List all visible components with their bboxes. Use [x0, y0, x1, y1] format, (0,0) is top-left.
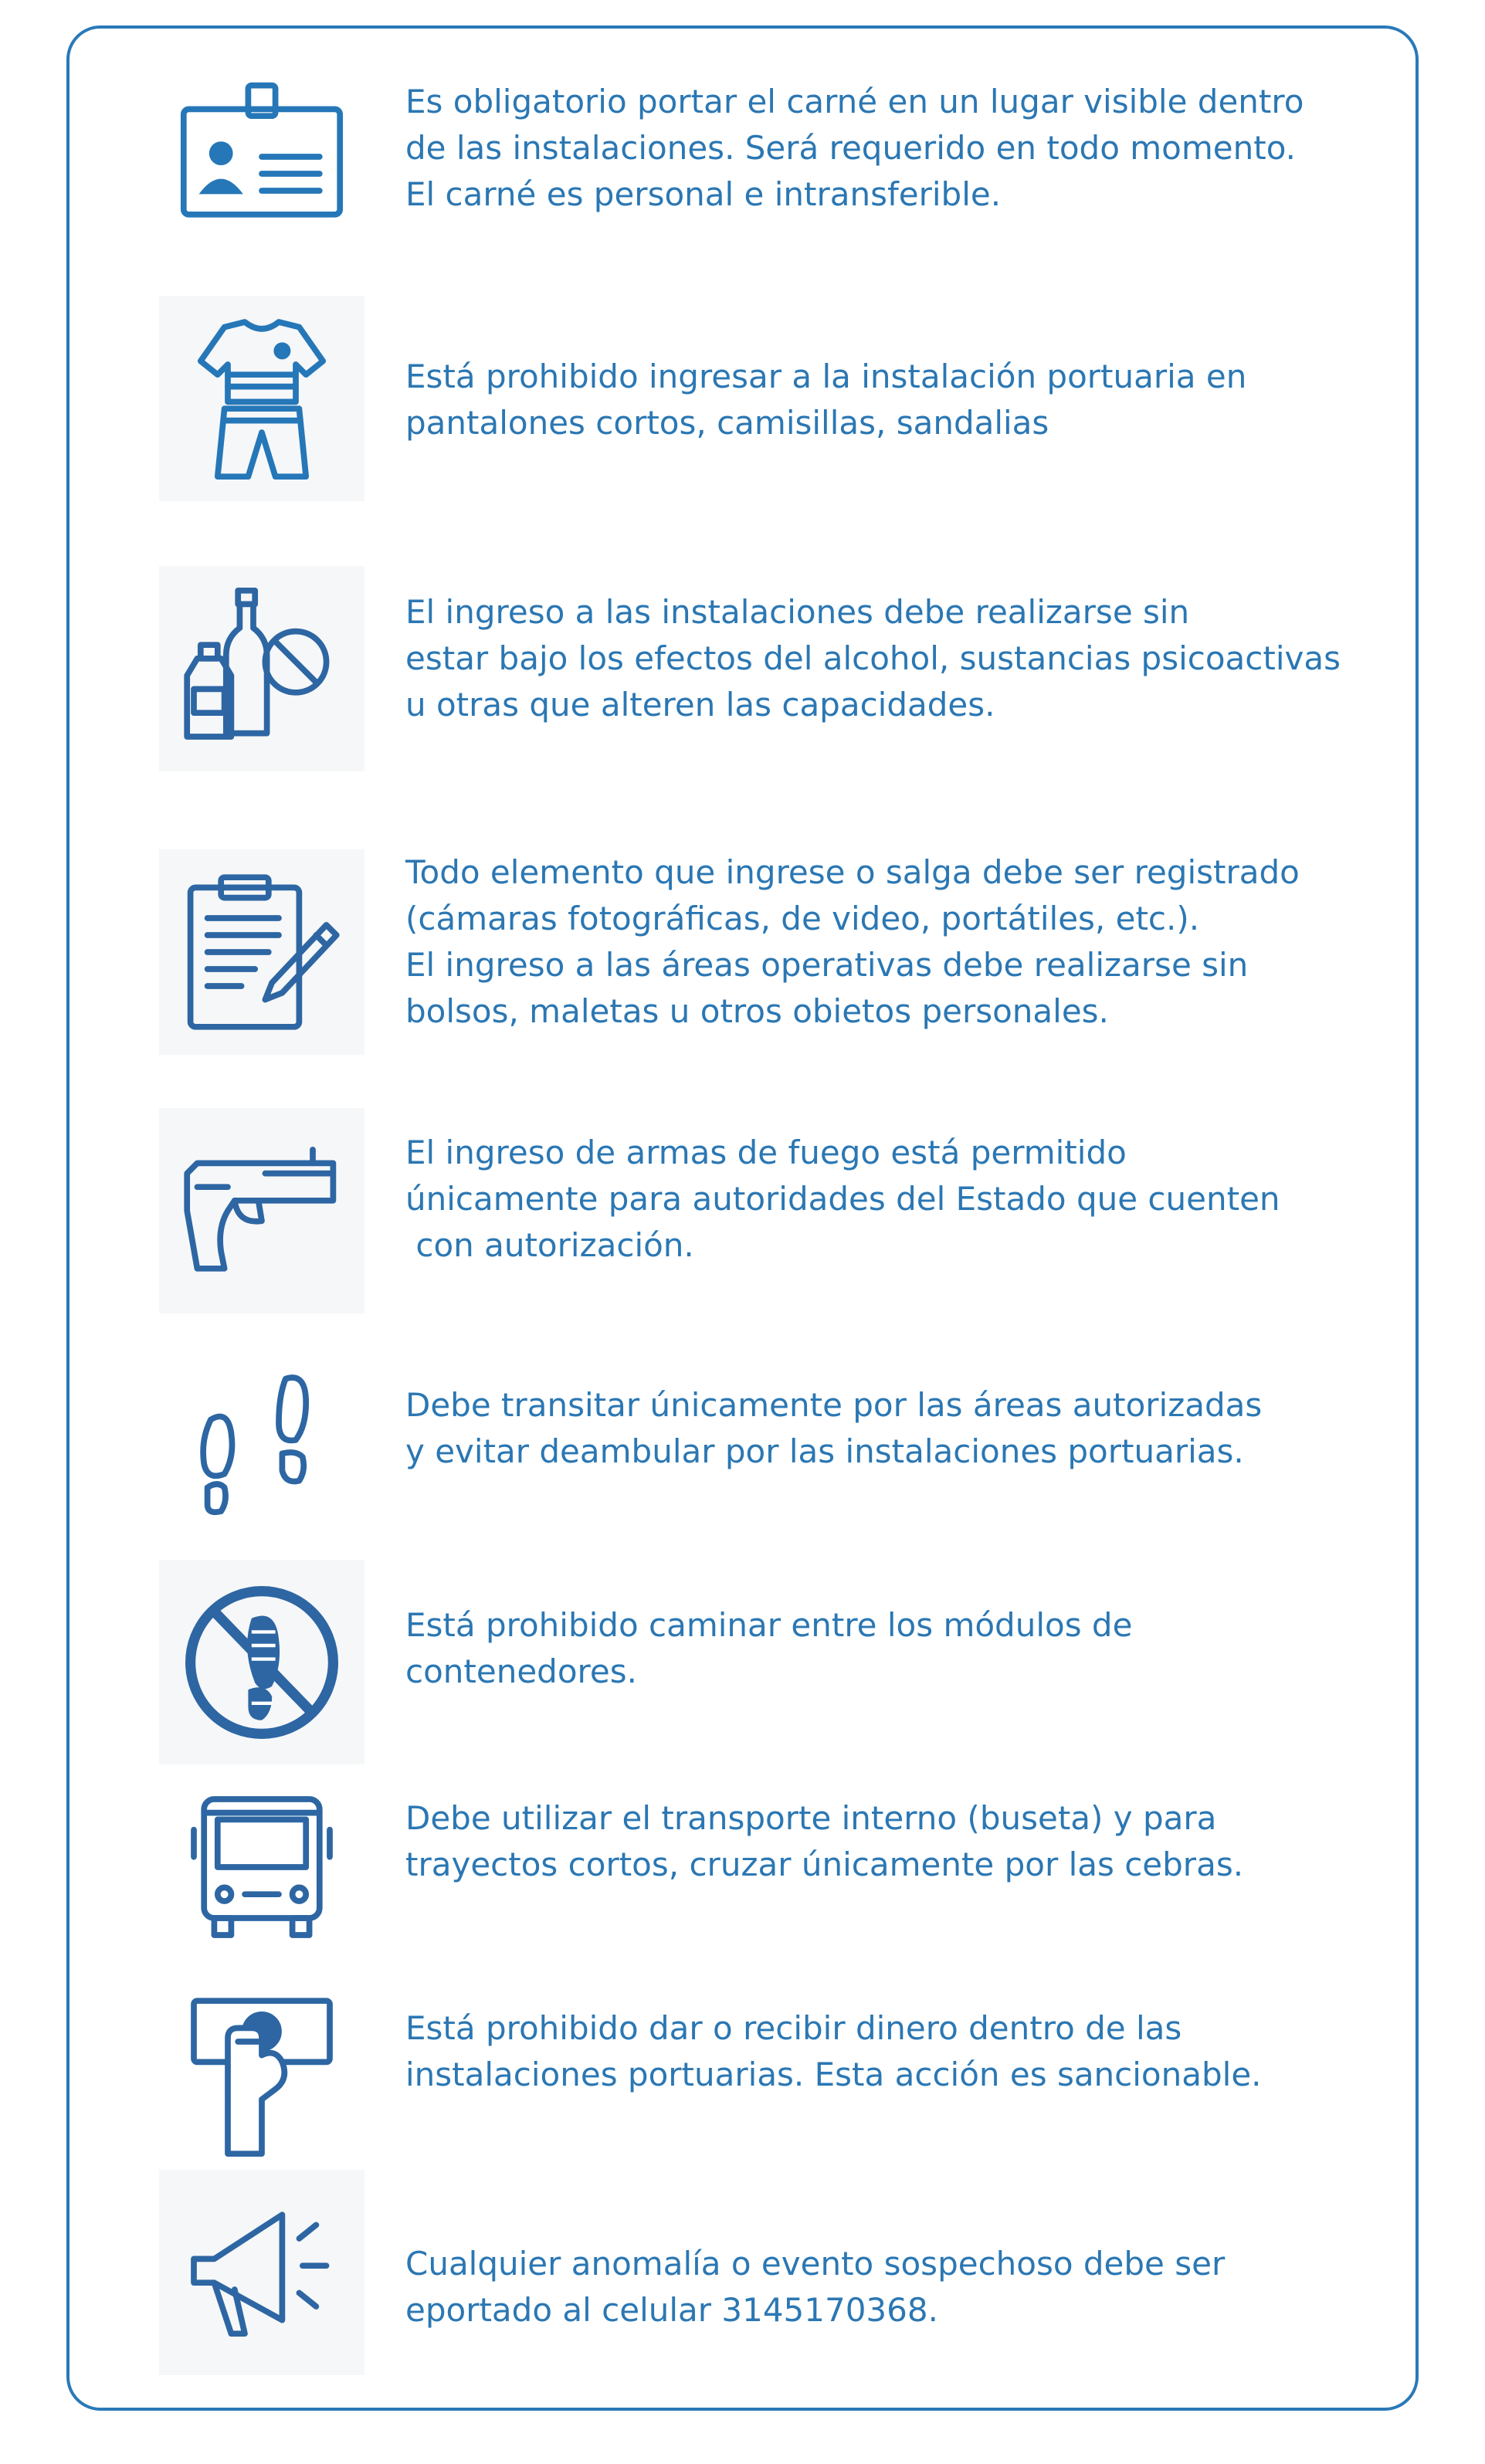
rule-item-id-card [0, 46, 1485, 301]
id-card-icon [159, 54, 364, 259]
rule-text: El ingreso a las instalaciones debe realizarse sin estar bajo los efectos del alcohol, sustancias psicoactivas u otras que alteren las capacidades. [405, 593, 1341, 724]
rule-text: El ingreso de armas de fuego está permitido únicamente para autoridades del Estado que cuenten con autorización. [405, 1134, 1280, 1264]
rule-text: Está prohibido caminar entre los módulos de contenedores. [405, 1606, 1133, 1690]
megaphone-icon [159, 2170, 364, 2375]
clipboard-icon [159, 849, 364, 1055]
rule-item-pistol [0, 1108, 1485, 1363]
pistol-icon [159, 1108, 364, 1313]
no-walking-icon [159, 1560, 364, 1765]
rule-item-clothing [0, 296, 1485, 551]
rule-item-megaphone [0, 2170, 1485, 2425]
rule-text: Está prohibido dar o recibir dinero dentro de las instalaciones portuarias. Esta acción es sancionable. [405, 2009, 1262, 2093]
rule-text: Todo elemento que ingrese o salga debe ser registrado (cámaras fotográficas, de video, portátiles, etc.). El ingreso a las áreas operativas debe realizarse sin bolsos, maletas u otros obietos personales. [405, 853, 1300, 1030]
rule-item-clipboard [0, 849, 1485, 1104]
no-alcohol-icon [159, 566, 364, 771]
bus-icon [159, 1764, 364, 1970]
rule-item-no-alcohol [0, 566, 1485, 821]
money-hand-icon [159, 1973, 364, 2178]
rule-text: Está prohibido ingresar a la instalación portuaria en pantalones cortos, camisillas, sandalias [405, 358, 1247, 442]
rule-text: Es obligatorio portar el carné en un lugar visible dentro de las instalaciones. Será requerido en todo momento. El carné es personal e intransferible. [405, 83, 1304, 213]
rule-text: Debe transitar únicamente por las áreas autorizadas y evitar deambular por las instalaciones portuarias. [405, 1386, 1263, 1470]
rule-text: Cualquier anomalía o evento sospechoso debe ser eportado al celular 3145170368. [405, 2245, 1226, 2329]
footprints-icon [159, 1347, 364, 1553]
clothing-icon [159, 296, 364, 501]
rule-text: Debe utilizar el transporte interno (buseta) y para trayectos cortos, cruzar únicamente por las cebras. [405, 1799, 1244, 1883]
